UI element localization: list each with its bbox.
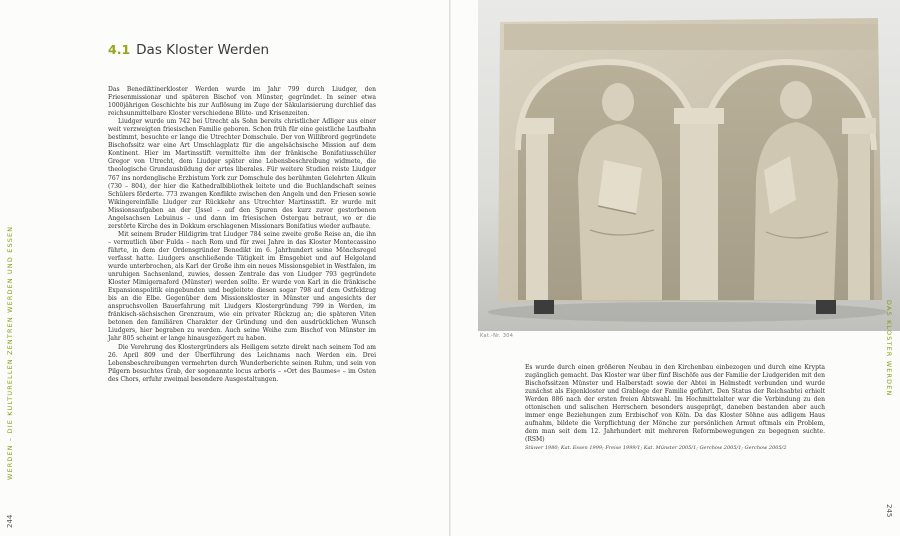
right-page-number: 245	[885, 504, 893, 518]
paragraph: Mit seinem Bruder Hildigrim trat Liudger 784 seine zweite große Reise an, die ihn – vermutlich über Fulda – nach Rom und für zwei Jahre in das Kloster Montecassino führte, in dem der Ordensgründer Benedikt im 6. Jahrhundert seine Mönchsregel verfasst hatte. Liudgers anschließende Tätigkeit im Emsgebiet und auf Helgoland wurde unterbrochen, als Karl der Große ihm ein neues Missionsgebiet in Westfalen, im unruhigen Sachsenland, zuwies, dessen Zentrale das von Liudger 793 gegründete Kloster Mimigernaford (Münster) werden sollte. Er wurde von Karl in die fränkische Expansionspolitik eingebunden und begleitete diesen sogar 798 auf dem Ostfeldzug bis an die Elbe. Gegenüber dem Missionskloster in Münster und angesichts der anspruchsvollen Bauerfahrung mit Liudgers Klostergründung 799 in Werden, im fränkisch-sächsischen Grenzraum, wie ein privater Rückzug an; die späteren Viten betonen den familiären Charakter der Gründung und den ausdrücklichen Wunsch Liudgers, hier begraben zu werden. Auch seine Weihe zum Bischof von Münster im Jahr 805 scheint er lange hinausgezögert zu haben.	[108, 230, 376, 343]
section-heading	[108, 42, 269, 58]
right-text-column	[525, 364, 825, 452]
sources-line: Stüwer 1980; Kat. Essen 1999; Freise 1999/1; Kat. Münster 2005/1; Gerchow 2005/1; Gerchow 2005/2	[525, 445, 787, 452]
catalog-reference: Kat.-Nr. 304	[480, 333, 514, 339]
right-running-head: DAS KLOSTER WERDEN	[885, 300, 893, 397]
stone-relief-image	[478, 0, 900, 331]
left-page-number: 244	[6, 514, 14, 528]
section-title: Das Kloster Werden	[136, 42, 270, 58]
paragraph: Die Verehrung des Klostergründers als Heiligem setzte direkt nach seinem Tod am 26. April 809 und der Überführung des Leichnams nach Werden ein. Drei Lebensbeschreibungen vermehrten durch Wunderberichte seinen Ruhm, und sein von Pilgern besuchtes Grab, der sogenannte locus arboris – »Ort des Baumes« – im Osten des Chors, erfuhr zweimal besondere Ausgestaltungen.	[108, 343, 376, 383]
left-text-column	[108, 86, 376, 384]
left-running-head: WERDEN – DIE KULTURELLEN ZENTREN WERDEN UND ESSEN	[6, 225, 14, 480]
paragraph: Das Benediktinerkloster Werden wurde im Jahr 799 durch Liudger, den Friesenmissionar und späteren Bischof von Münster, gegründet. In seiner etwa 1000jährigen Geschichte bis zur Auflösung im Zuge der Säkularisierung durchlief das reichsunmittelbare Kloster verschiedene Blüte- und Krisenzeiten.	[108, 86, 376, 118]
paragraph: Liudger wurde um 742 bei Utrecht als Sohn bereits christlicher Adliger aus einer weit verzweigten friesischen Familie geboren. Schon früh für eine geistliche Laufbahn bestimmt, besuchte er lange die Utrechter Domschule. Der von Willibrord gegründete Bischofssitz war eine Art Umschlagplatz für die angelsächsische Mission auf dem Kontinent. Hier im Martinsstift vermittelte ihm der fränkische Bonifatiusschüler Gregor von Utrecht, dem Liudger später eine Lebensbeschreibung widmete, die theologische Grundausbildung der artes liberales. Für weitere Studien reiste Liudger 767 ins nordenglische Erzbistum York zur Domschule des berühmten Gelehrten Alkuin (730 – 804), der hier die Kathedralbibliothek leitete und die Buchlandschaft seines Schülers förderte. 773 zwangen Konflikte zwischen den Angeln und den Friesen sowie Wikingereinfälle Liudger zur Rückkehr ans Utrechter Martinsstift. Er wurde mit Missionsaufgaben an der IJssel – auf den Spuren des kurz zuvor gestorbenen Angelsachsen Lebuinus – und dann im friesischen Ostergau betraut, wo er die zerstörte Kirche des in Dokkum erschlagenen Missionars Bonifatius wieder aufbaute.	[108, 118, 376, 230]
relief-photo	[478, 0, 900, 331]
page-gutter	[449, 0, 451, 536]
section-number: 4.1	[108, 42, 131, 57]
paragraph: Es wurde durch einen größeren Neubau in den Kirchenbau einbezogen und durch eine Krypta zugänglich gemacht. Das Kloster war über fünf Bischöfe aus der Familie der Liudgeriden mit den Bischofssitzen Münster und Halberstadt sowie der Abtei in Helmstedt verbunden und wurde zunächst als Eigenkloster und Grablege der Familie geführt. Den Status der Reichsabtei erhielt Werden 886 nach der ersten freien Abtswahl. Im Hochmittelalter war die Verbindung zu den ottonischen und salischen Herrschern besonders ausgeprägt, daneben bestanden aber auch immer enge Beziehungen zum Erzbischof von Köln. Da das Kloster Söhne aus adligem Haus aufnahm, bildete die Verpflichtung der Mönche zur persönlichen Armut oftmals ein Problem, dem man seit dem 12. Jahrhundert mit mehreren Reformbewegungen zu begegnen suchte. (RSM)	[525, 364, 825, 444]
